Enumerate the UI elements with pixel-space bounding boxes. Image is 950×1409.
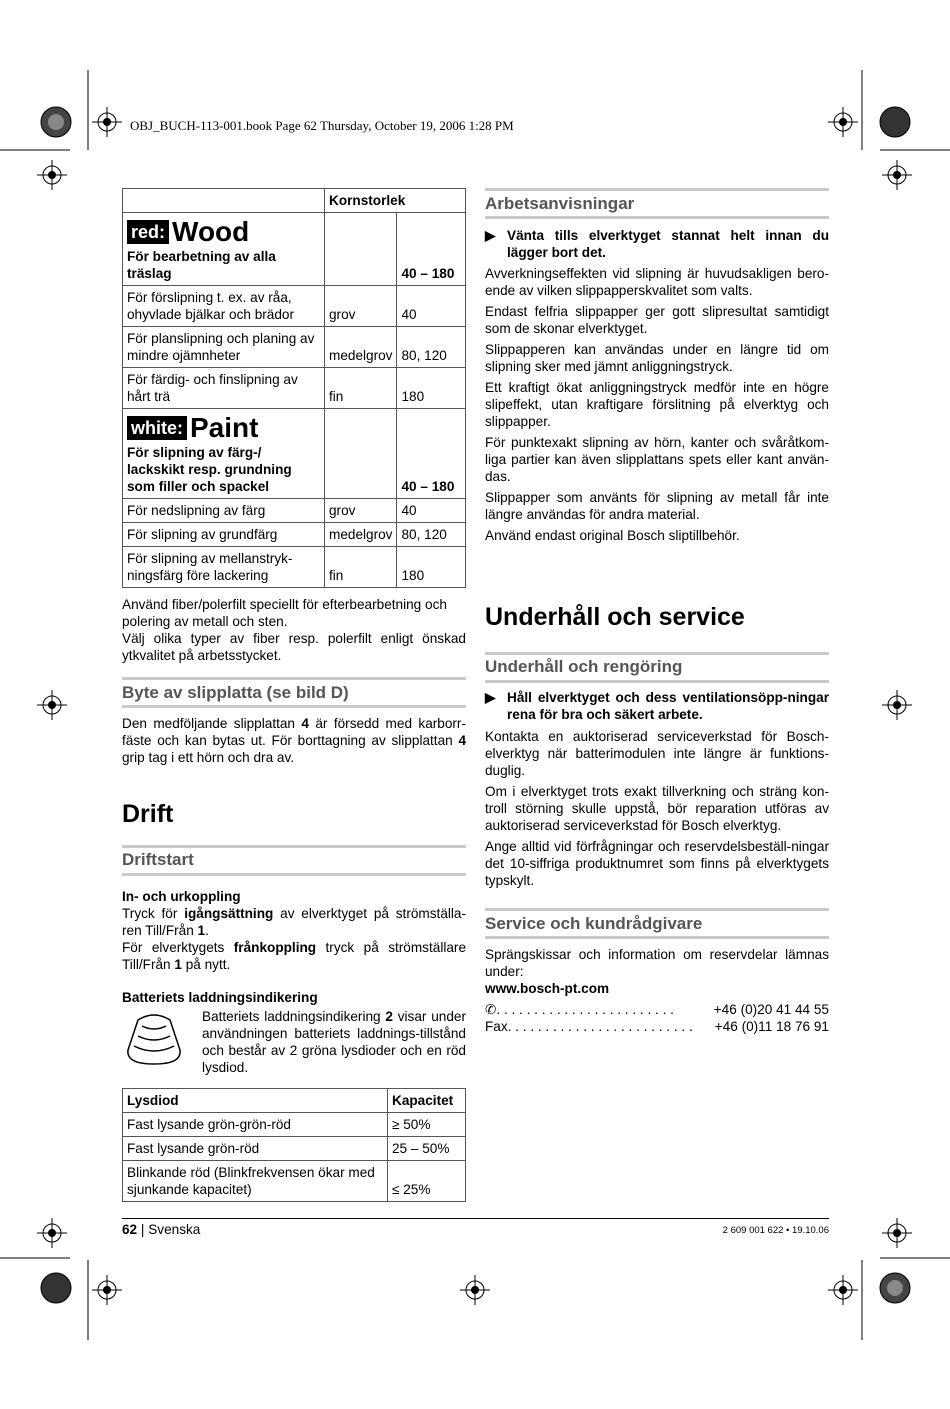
footer-rule <box>122 1218 829 1219</box>
table-row: Blinkande röd (Blinkfrekvensen ökar med sjunkande kapacitet) ≤ 25% <box>123 1161 466 1202</box>
phone-number: +46 (0)20 41 44 55 <box>713 1002 829 1017</box>
section-title-service: Service och kundrådgivare <box>485 914 703 933</box>
file-header: OBJ_BUCH-113-001.book Page 62 Thursday, October 19, 2006 1:28 PM <box>130 118 514 133</box>
battery-section <box>122 989 466 1006</box>
page-number: 62 <box>122 1222 138 1237</box>
paint-range: 40 – 180 <box>397 409 466 499</box>
table-row: För nedslipning av färg grov 40 <box>123 499 466 523</box>
col-header-kornstorlek: Kornstorlek <box>325 189 466 213</box>
byte-text: Den medföljande slipplattan 4 är försedd med karborr-fäste och kan bytas ut. För borttagning av slipplattan 4 grip tag i ett hörn och dra av. <box>122 716 466 765</box>
grit-table <box>122 188 466 588</box>
wood-desc: För bearbetning av alla träslag <box>127 249 276 281</box>
onoff-title: In- och urkoppling <box>122 889 241 904</box>
section-title-arbets: Arbetsanvisningar <box>485 194 635 213</box>
phone-line: ✆ . . . . . . . . . . . . . . . . . . . . . . . . +46 (0)20 41 44 55 <box>485 1002 829 1017</box>
heading-drift: Drift <box>122 800 174 828</box>
section-title-underhall: Underhåll och rengöring <box>485 657 683 676</box>
bullet-arrow-icon: ▶ <box>485 690 496 705</box>
bullet-arrow-icon: ▶ <box>485 228 496 243</box>
fax-line: Fax . . . . . . . . . . . . . . . . . . . . . . . . . +46 (0)11 18 76 91 <box>485 1019 829 1034</box>
battery-indicator-icon <box>122 1010 186 1068</box>
battery-text: Batteriets laddningsindikering 2 visar under användningen batteriets laddnings-tillstånd och består av 2 gröna lysdioder och en röd lysdiod. <box>202 1009 466 1075</box>
fax-label: Fax <box>485 1019 508 1034</box>
footer-page: 62 | Svenska <box>122 1222 201 1237</box>
paint-row <box>123 409 466 499</box>
capacity-header: Kapacitet <box>388 1089 466 1113</box>
footer-language: Svenska <box>148 1222 201 1237</box>
arbets-bullet: ▶ Vänta tills elverktyget stannat helt innan du lägger bort det. <box>485 228 829 260</box>
table-row: För planslipning och planing av mindre ojämnheter medelgrov 80, 120 <box>123 327 466 368</box>
table-row: Fast lysande grön-grön-röd ≥ 50% <box>123 1113 466 1137</box>
heading-underhall-service: Underhåll och service <box>485 603 745 631</box>
service-url[interactable]: www.bosch-pt.com <box>485 981 610 996</box>
table-row: Fast lysande grön-röd 25 – 50% <box>123 1137 466 1161</box>
service-info: Sprängskissar och information om reservdelar lämnas under: www.bosch-pt.com <box>485 947 829 996</box>
maint-bullet: ▶ Håll elverktyget och dess ventilationsöpp-ningar rena för bra och säkert arbete. <box>485 690 829 722</box>
fiber-notes: Använd fiber/polerfilt speciellt för efterbearbetning och polering av metall och sten. Välj olika typer av fiber resp. polerfilt enligt önskad ytkvalitet på arbetsstycket. <box>122 597 466 663</box>
fax-number: +46 (0)11 18 76 91 <box>714 1019 829 1034</box>
led-table <box>122 1088 466 1202</box>
footer-code: 2 609 001 622 • 19.10.06 <box>722 1225 829 1236</box>
led-header: Lysdiod <box>123 1089 388 1113</box>
onoff-section: In- och urkoppling Tryck för igångsättning av elverktyget på strömställa-ren Till/Från 1. För elverktygets frånkoppling tryck på strömställare Till/Från 1 på nytt. <box>122 889 467 972</box>
wood-range: 40 – 180 <box>397 213 466 286</box>
section-title-byte: Byte av slipplatta (se bild D) <box>122 683 349 702</box>
table-row: För färdig- och finslipning av hårt trä fin 180 <box>123 368 466 409</box>
section-title-driftstart: Driftstart <box>122 850 194 869</box>
wood-row <box>123 213 466 286</box>
wood-logo: red: Wood <box>127 216 320 248</box>
paint-desc: För slipning av färg-/ lackskikt resp. grundning som filler och spackel <box>127 445 292 494</box>
paint-logo: white: Paint <box>127 412 320 444</box>
table-row: För slipning av grundfärg medelgrov 80, 120 <box>123 523 466 547</box>
arbets-paragraphs: Avverkningseffekten vid slipning är huvudsakligen bero-ende av vilken slippapperskvalitet som valts. Endast felfria slippapper ger gott slipresultat samtidigt som de skonar elverktyget. Slippapperen kan användas under en längre tid om slipning sker med jämnt anliggningstryck. Ett kraftigt ökat anliggningstryck medför inte en högre slipeffekt, utan kraftigare förslitning på elverktyg och slippapper. För punktexakt slipning av hörn, kanter och svåråtkom-liga partier kan även slipplattans spets eller kant använ-das. Slippapper som använts för slipning av metall får inte längre användas för andra material. Använd endast original Bosch sliptillbehör. <box>485 266 829 543</box>
table-row: För slipning av mellanstryk- ningsfärg före lackering fin 180 <box>123 547 466 588</box>
battery-title: Batteriets laddningsindikering <box>122 990 318 1005</box>
table-row: För förslipning t. ex. av råa, ohyvlade bjälkar och brädor grov 40 <box>123 286 466 327</box>
maint-paragraphs: Kontakta en auktoriserad serviceverkstad för Bosch-elverktyg när batterimodulen inte längre är funktions-duglig. Om i elverktyget trots exakt tillverkning och sträng kon-troll störning skulle uppstå, bör reparation utföras av auktoriserad serviceverkstad för Bosch elverktyg. Ange alltid vid förfrågningar och reservdelsbeställ-ningar det 10-siffriga produktnumret som finns på elverktygets typskylt. <box>485 729 829 888</box>
phone-icon: ✆ <box>485 1002 497 1017</box>
